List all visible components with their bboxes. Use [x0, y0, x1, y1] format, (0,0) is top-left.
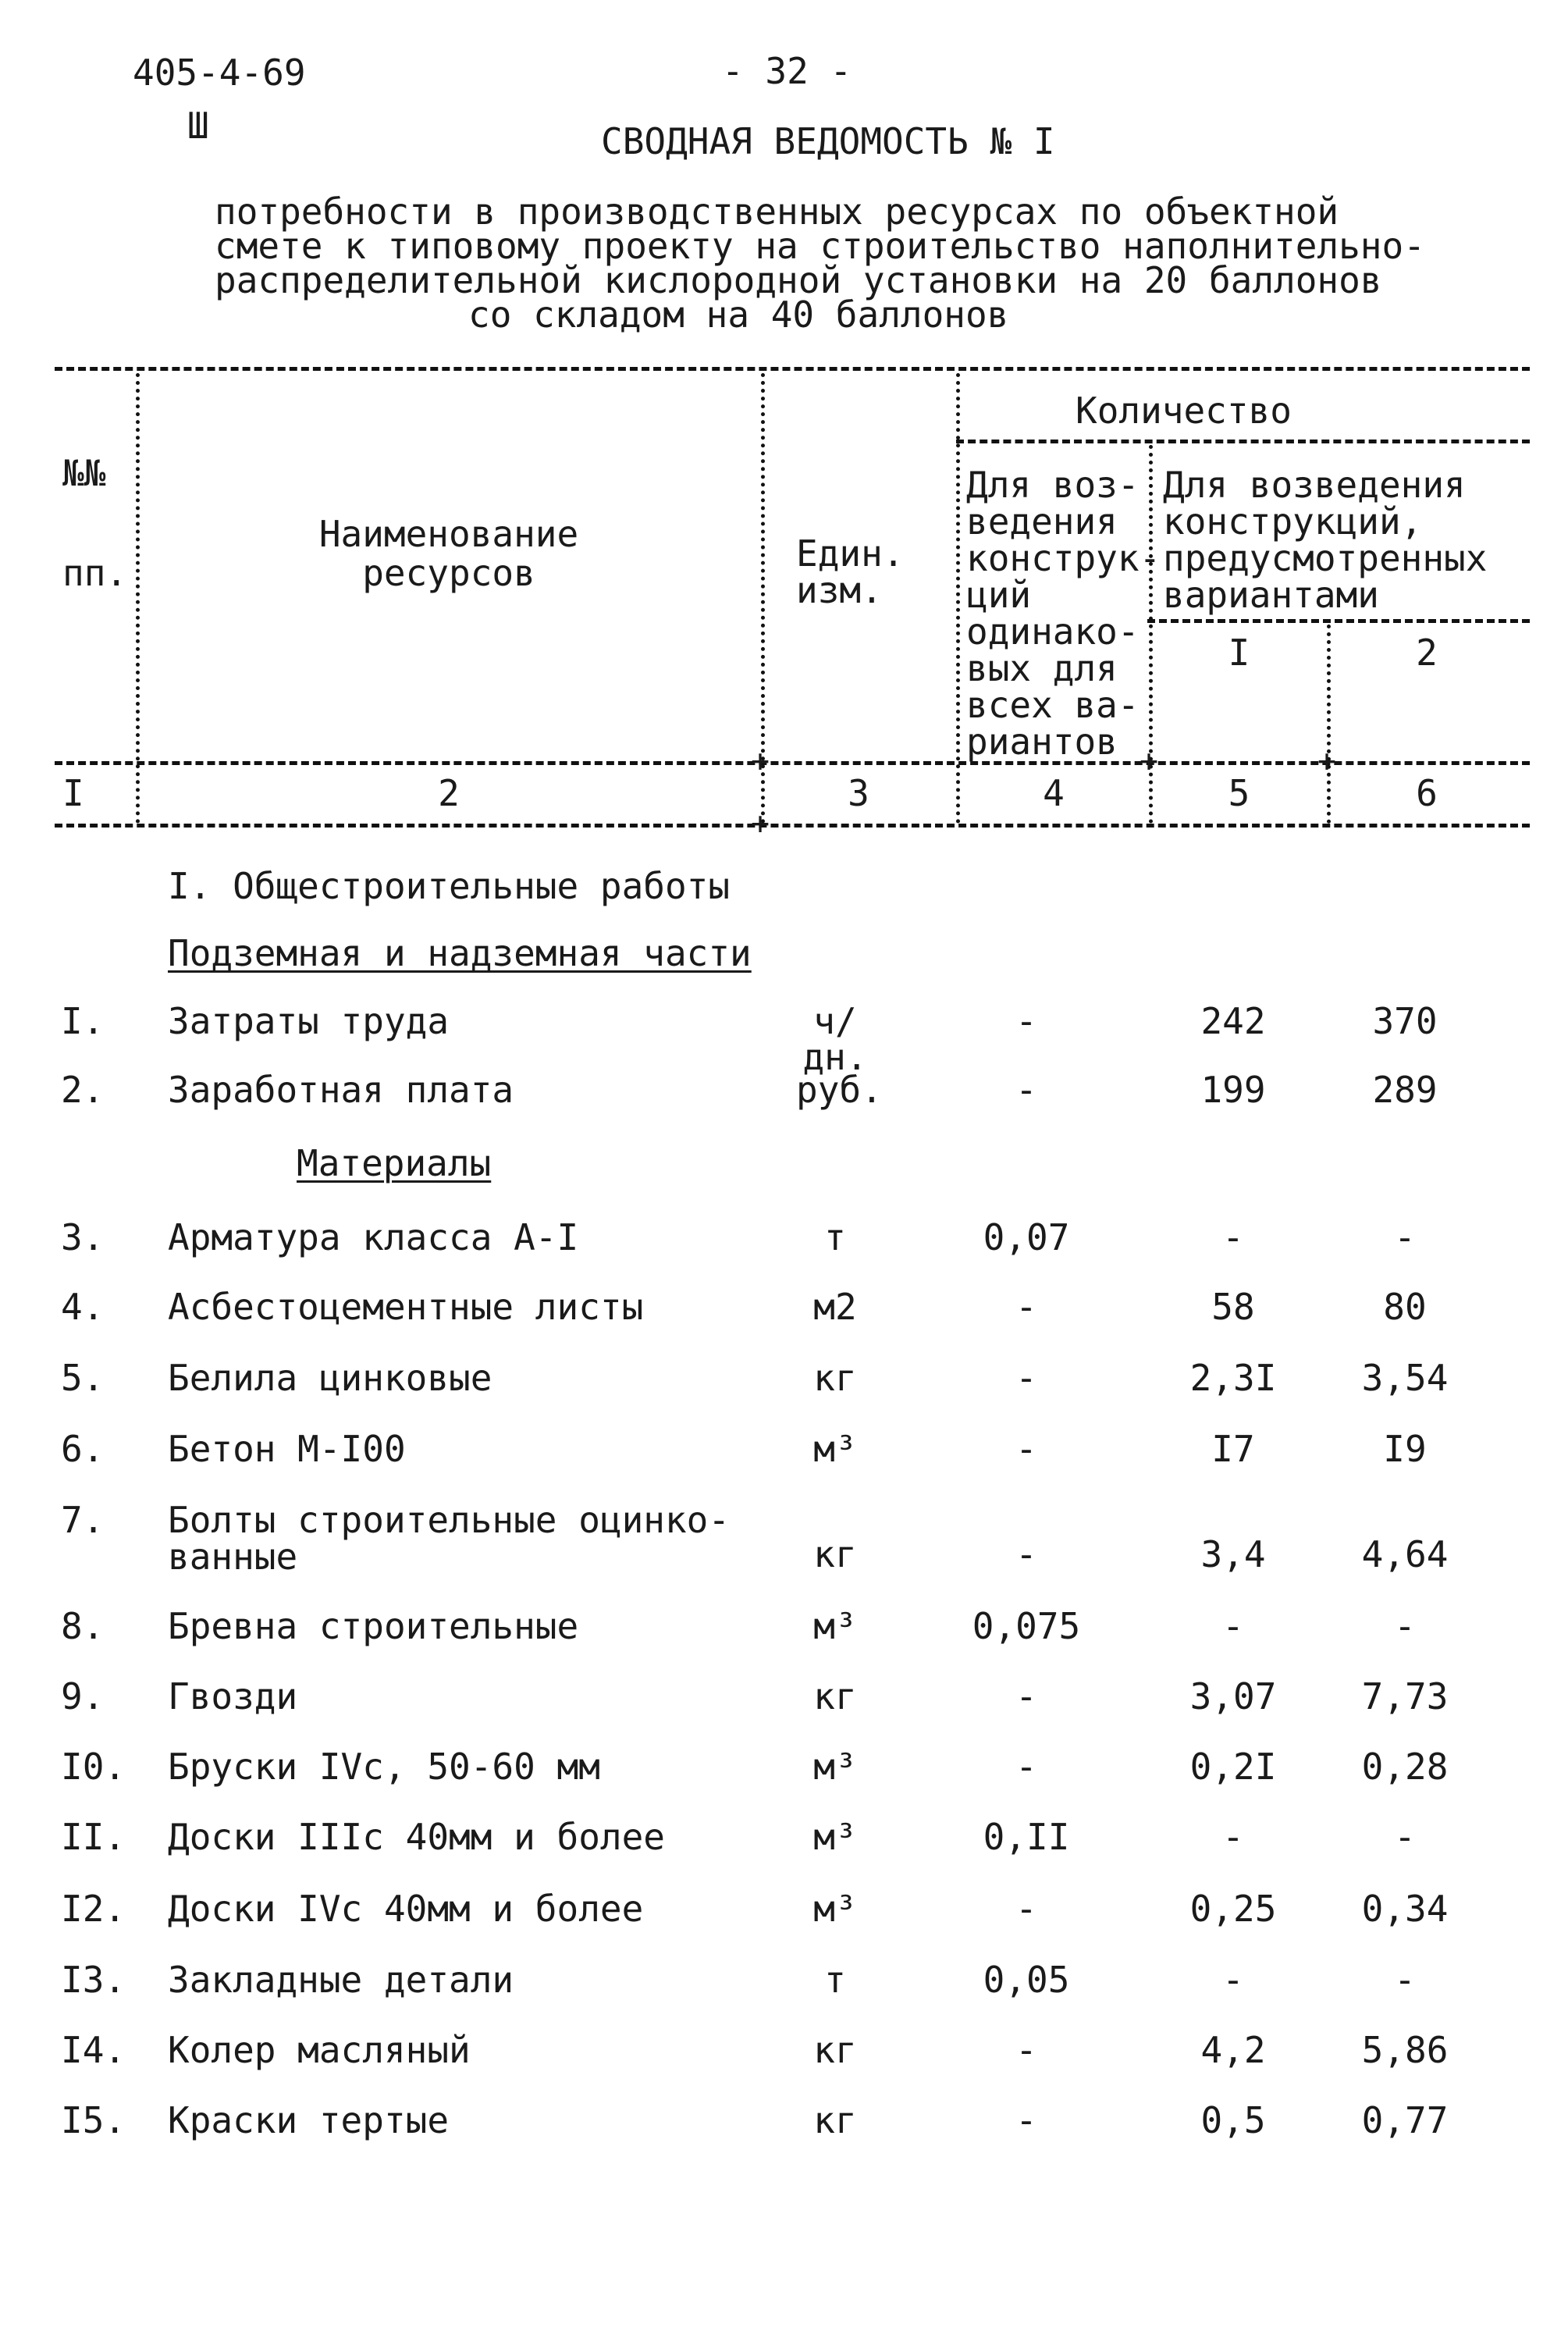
row-number: I. — [61, 1000, 105, 1042]
row-common-value: 0,07 — [983, 1216, 1070, 1258]
row-unit: м³ — [813, 1888, 857, 1930]
row-unit: руб. — [796, 1069, 883, 1111]
row-name: Белила цинковые — [168, 1357, 492, 1399]
table-row — [0, 1499, 1568, 1583]
header-unit-2: изм. — [796, 569, 883, 611]
row-number: 5. — [61, 1357, 105, 1399]
table-row — [0, 1746, 1568, 1796]
row-common-value: - — [1015, 1286, 1037, 1328]
header-quantity: Количество — [1076, 390, 1292, 432]
table-row — [0, 1675, 1568, 1725]
section-heading: I. Общестроительные работы — [168, 865, 731, 907]
materials-heading: Материалы — [297, 1142, 492, 1184]
row-variant1-value: 3,07 — [1189, 1675, 1277, 1717]
table-row — [0, 1216, 1568, 1266]
header-c4-line-3: конструк- — [966, 537, 1161, 579]
row-number: 2. — [61, 1069, 105, 1111]
row-variant2-value: - — [1394, 1216, 1416, 1258]
separator-3 — [956, 373, 960, 824]
row-unit: ч/дн. — [802, 1000, 868, 1078]
row-variant2-value: 80 — [1383, 1286, 1427, 1328]
row-common-value: 0,075 — [972, 1605, 1081, 1647]
row-unit: кг — [813, 1357, 857, 1399]
row-unit: кг — [813, 2029, 857, 2071]
row-name — [168, 1499, 731, 1578]
row-name: Бревна строительные — [168, 1605, 579, 1647]
row-number: I0. — [61, 1746, 126, 1788]
header-c4-line-1: Для воз- — [966, 464, 1140, 506]
row-common-value: - — [1015, 1746, 1037, 1788]
header-variants-line-2: конструкций, — [1163, 500, 1423, 543]
separator-1 — [136, 373, 140, 824]
row-unit: м2 — [813, 1286, 857, 1328]
row-variant2-value: 7,73 — [1361, 1675, 1449, 1717]
row-number: 4. — [61, 1286, 105, 1328]
subtitle-line-2: смете к типовому проекту на строительство наполнительно- — [215, 225, 1425, 267]
row-common-value: - — [1015, 1069, 1037, 1111]
row-variant1-value: - — [1222, 1216, 1244, 1258]
row-number: 9. — [61, 1675, 105, 1717]
table-row — [0, 1000, 1568, 1078]
row-unit: кг — [813, 1533, 857, 1575]
header-c4-line-5: одинако- — [966, 610, 1140, 653]
header-num-2: пп. — [62, 552, 128, 594]
row-common-value: - — [1015, 2099, 1037, 2141]
row-variant2-value: - — [1394, 1816, 1416, 1858]
row-number: 3. — [61, 1216, 105, 1258]
header-variants-line-4: вариантами — [1163, 574, 1379, 616]
row-name: Бетон М-I00 — [168, 1428, 406, 1470]
row-common-value: - — [1015, 1428, 1037, 1470]
page-number: - 32 - — [722, 50, 852, 92]
subtitle-line-1: потребности в производственных ресурсах по объектной — [215, 190, 1339, 233]
variants-rule — [1147, 619, 1530, 623]
row-common-value: - — [1015, 2029, 1037, 2071]
row-number: 8. — [61, 1605, 105, 1647]
row-common-value: - — [1015, 1533, 1037, 1575]
table-row — [0, 1605, 1568, 1655]
row-variant1-value: 4,2 — [1200, 2029, 1266, 2071]
row-name: Бруски IVс, 50-60 мм — [168, 1746, 600, 1788]
row-variant1-value: 2,3I — [1189, 1357, 1277, 1399]
header-variant-1: I — [1228, 632, 1250, 674]
cross-mark: + — [1140, 743, 1159, 779]
column-number-3: 3 — [848, 772, 869, 814]
table-row — [0, 1888, 1568, 1938]
row-number: I5. — [61, 2099, 126, 2141]
header-c4-line-6: вых для — [966, 647, 1118, 689]
row-variant2-value: 289 — [1372, 1069, 1438, 1111]
row-number: II. — [61, 1816, 126, 1858]
row-name: Краски тертые — [168, 2099, 450, 2141]
row-name: Закладные детали — [168, 1959, 514, 2001]
row-variant2-value: 370 — [1372, 1000, 1438, 1042]
row-common-value: - — [1015, 1888, 1037, 1930]
row-name: Колер масляный — [168, 2029, 471, 2071]
table-row — [0, 1816, 1568, 1866]
header-c4-line-2: ведения — [966, 500, 1118, 543]
table-row — [0, 1069, 1568, 1119]
row-variant2-value: 4,64 — [1361, 1533, 1449, 1575]
header-c4-line-4: ций — [966, 574, 1032, 616]
cross-mark: + — [1317, 743, 1337, 779]
row-unit: м³ — [813, 1746, 857, 1788]
row-variant2-value: 0,28 — [1361, 1746, 1449, 1788]
roman-mark: Ш — [187, 105, 209, 147]
row-name: Заработная плата — [168, 1069, 514, 1111]
row-unit: м³ — [813, 1605, 857, 1647]
subtitle-line-3: распределительной кислородной установки на 20 баллонов — [215, 259, 1382, 301]
row-variant1-value: I7 — [1211, 1428, 1255, 1470]
header-name-2: ресурсов — [362, 552, 535, 594]
header-top-rule — [55, 367, 1530, 371]
header-variants-line-3: предусмотренных — [1163, 537, 1488, 579]
row-number: I2. — [61, 1888, 126, 1930]
quantity-rule — [956, 440, 1530, 443]
row-name-line: ванные — [168, 1535, 298, 1578]
column-number-5: 5 — [1228, 772, 1250, 814]
header-c4-line-8: риантов — [966, 721, 1118, 763]
document-code: 405-4-69 — [133, 52, 306, 94]
row-variant2-value: 0,77 — [1361, 2099, 1449, 2141]
row-unit: т — [824, 1216, 846, 1258]
row-variant2-value: I9 — [1383, 1428, 1427, 1470]
row-variant1-value: 199 — [1200, 1069, 1266, 1111]
row-variant2-value: 5,86 — [1361, 2029, 1449, 2071]
table-row — [0, 1959, 1568, 2009]
row-name-line: Болты строительные оцинко- — [168, 1499, 731, 1541]
table-row — [0, 2029, 1568, 2079]
row-number: 6. — [61, 1428, 105, 1470]
row-name: Асбестоцементные листы — [168, 1286, 644, 1328]
row-common-value: 0,II — [983, 1816, 1070, 1858]
column-number-6: 6 — [1416, 772, 1438, 814]
subsection-heading: Подземная и надземная части — [168, 932, 752, 974]
row-variant1-value: - — [1222, 1816, 1244, 1858]
row-unit: т — [824, 1959, 846, 2001]
row-common-value: - — [1015, 1357, 1037, 1399]
row-variant1-value: - — [1222, 1959, 1244, 2001]
row-variant1-value: - — [1222, 1605, 1244, 1647]
header-variants-line-1: Для возведения — [1163, 464, 1466, 506]
row-variant1-value: 3,4 — [1200, 1533, 1266, 1575]
row-name: Затраты труда — [168, 1000, 450, 1042]
column-number-4: 4 — [1043, 772, 1065, 814]
row-variant1-value: 58 — [1211, 1286, 1255, 1328]
row-number: 7. — [61, 1499, 105, 1541]
header-num-1: №№ — [62, 452, 106, 494]
column-number-2: 2 — [438, 772, 460, 814]
row-name: Доски IIIс 40мм и более — [168, 1816, 665, 1858]
table-row — [0, 2099, 1568, 2149]
header-bottom-rule — [55, 761, 1530, 765]
row-number: I3. — [61, 1959, 126, 2001]
cross-mark: + — [751, 743, 770, 779]
header-name-1: Наименование — [318, 513, 579, 555]
row-variant2-value: 0,34 — [1361, 1888, 1449, 1930]
row-variant1-value: 0,5 — [1200, 2099, 1266, 2141]
document-title: СВОДНАЯ ВЕДОМОСТЬ № I — [601, 120, 1055, 162]
row-unit: кг — [813, 2099, 857, 2141]
row-name: Гвозди — [168, 1675, 298, 1717]
row-variant1-value: 242 — [1200, 1000, 1266, 1042]
table-row — [0, 1286, 1568, 1336]
column-numbers-rule — [55, 824, 1530, 828]
row-variant1-value: 0,2I — [1189, 1746, 1277, 1788]
table-row — [0, 1357, 1568, 1407]
row-common-value: 0,05 — [983, 1959, 1070, 2001]
row-unit: м³ — [813, 1428, 857, 1470]
header-variant-2: 2 — [1416, 632, 1438, 674]
row-name: Доски IVс 40мм и более — [168, 1888, 644, 1930]
column-number-1: I — [62, 772, 84, 814]
row-number: I4. — [61, 2029, 126, 2071]
row-name: Арматура класса А-I — [168, 1216, 579, 1258]
subtitle-line-4: со складом на 40 баллонов — [468, 294, 1009, 336]
header-c4-line-7: всех ва- — [966, 684, 1140, 726]
cross-mark: + — [751, 806, 770, 842]
table-row — [0, 1428, 1568, 1478]
row-common-value: - — [1015, 1675, 1037, 1717]
header-unit-1: Един. — [796, 532, 905, 575]
row-unit: м³ — [813, 1816, 857, 1858]
separator-5 — [1327, 625, 1331, 824]
row-unit: кг — [813, 1675, 857, 1717]
row-variant1-value: 0,25 — [1189, 1888, 1277, 1930]
row-variant2-value: - — [1394, 1959, 1416, 2001]
row-variant2-value: 3,54 — [1361, 1357, 1449, 1399]
row-variant2-value: - — [1394, 1605, 1416, 1647]
row-common-value: - — [1015, 1000, 1037, 1042]
